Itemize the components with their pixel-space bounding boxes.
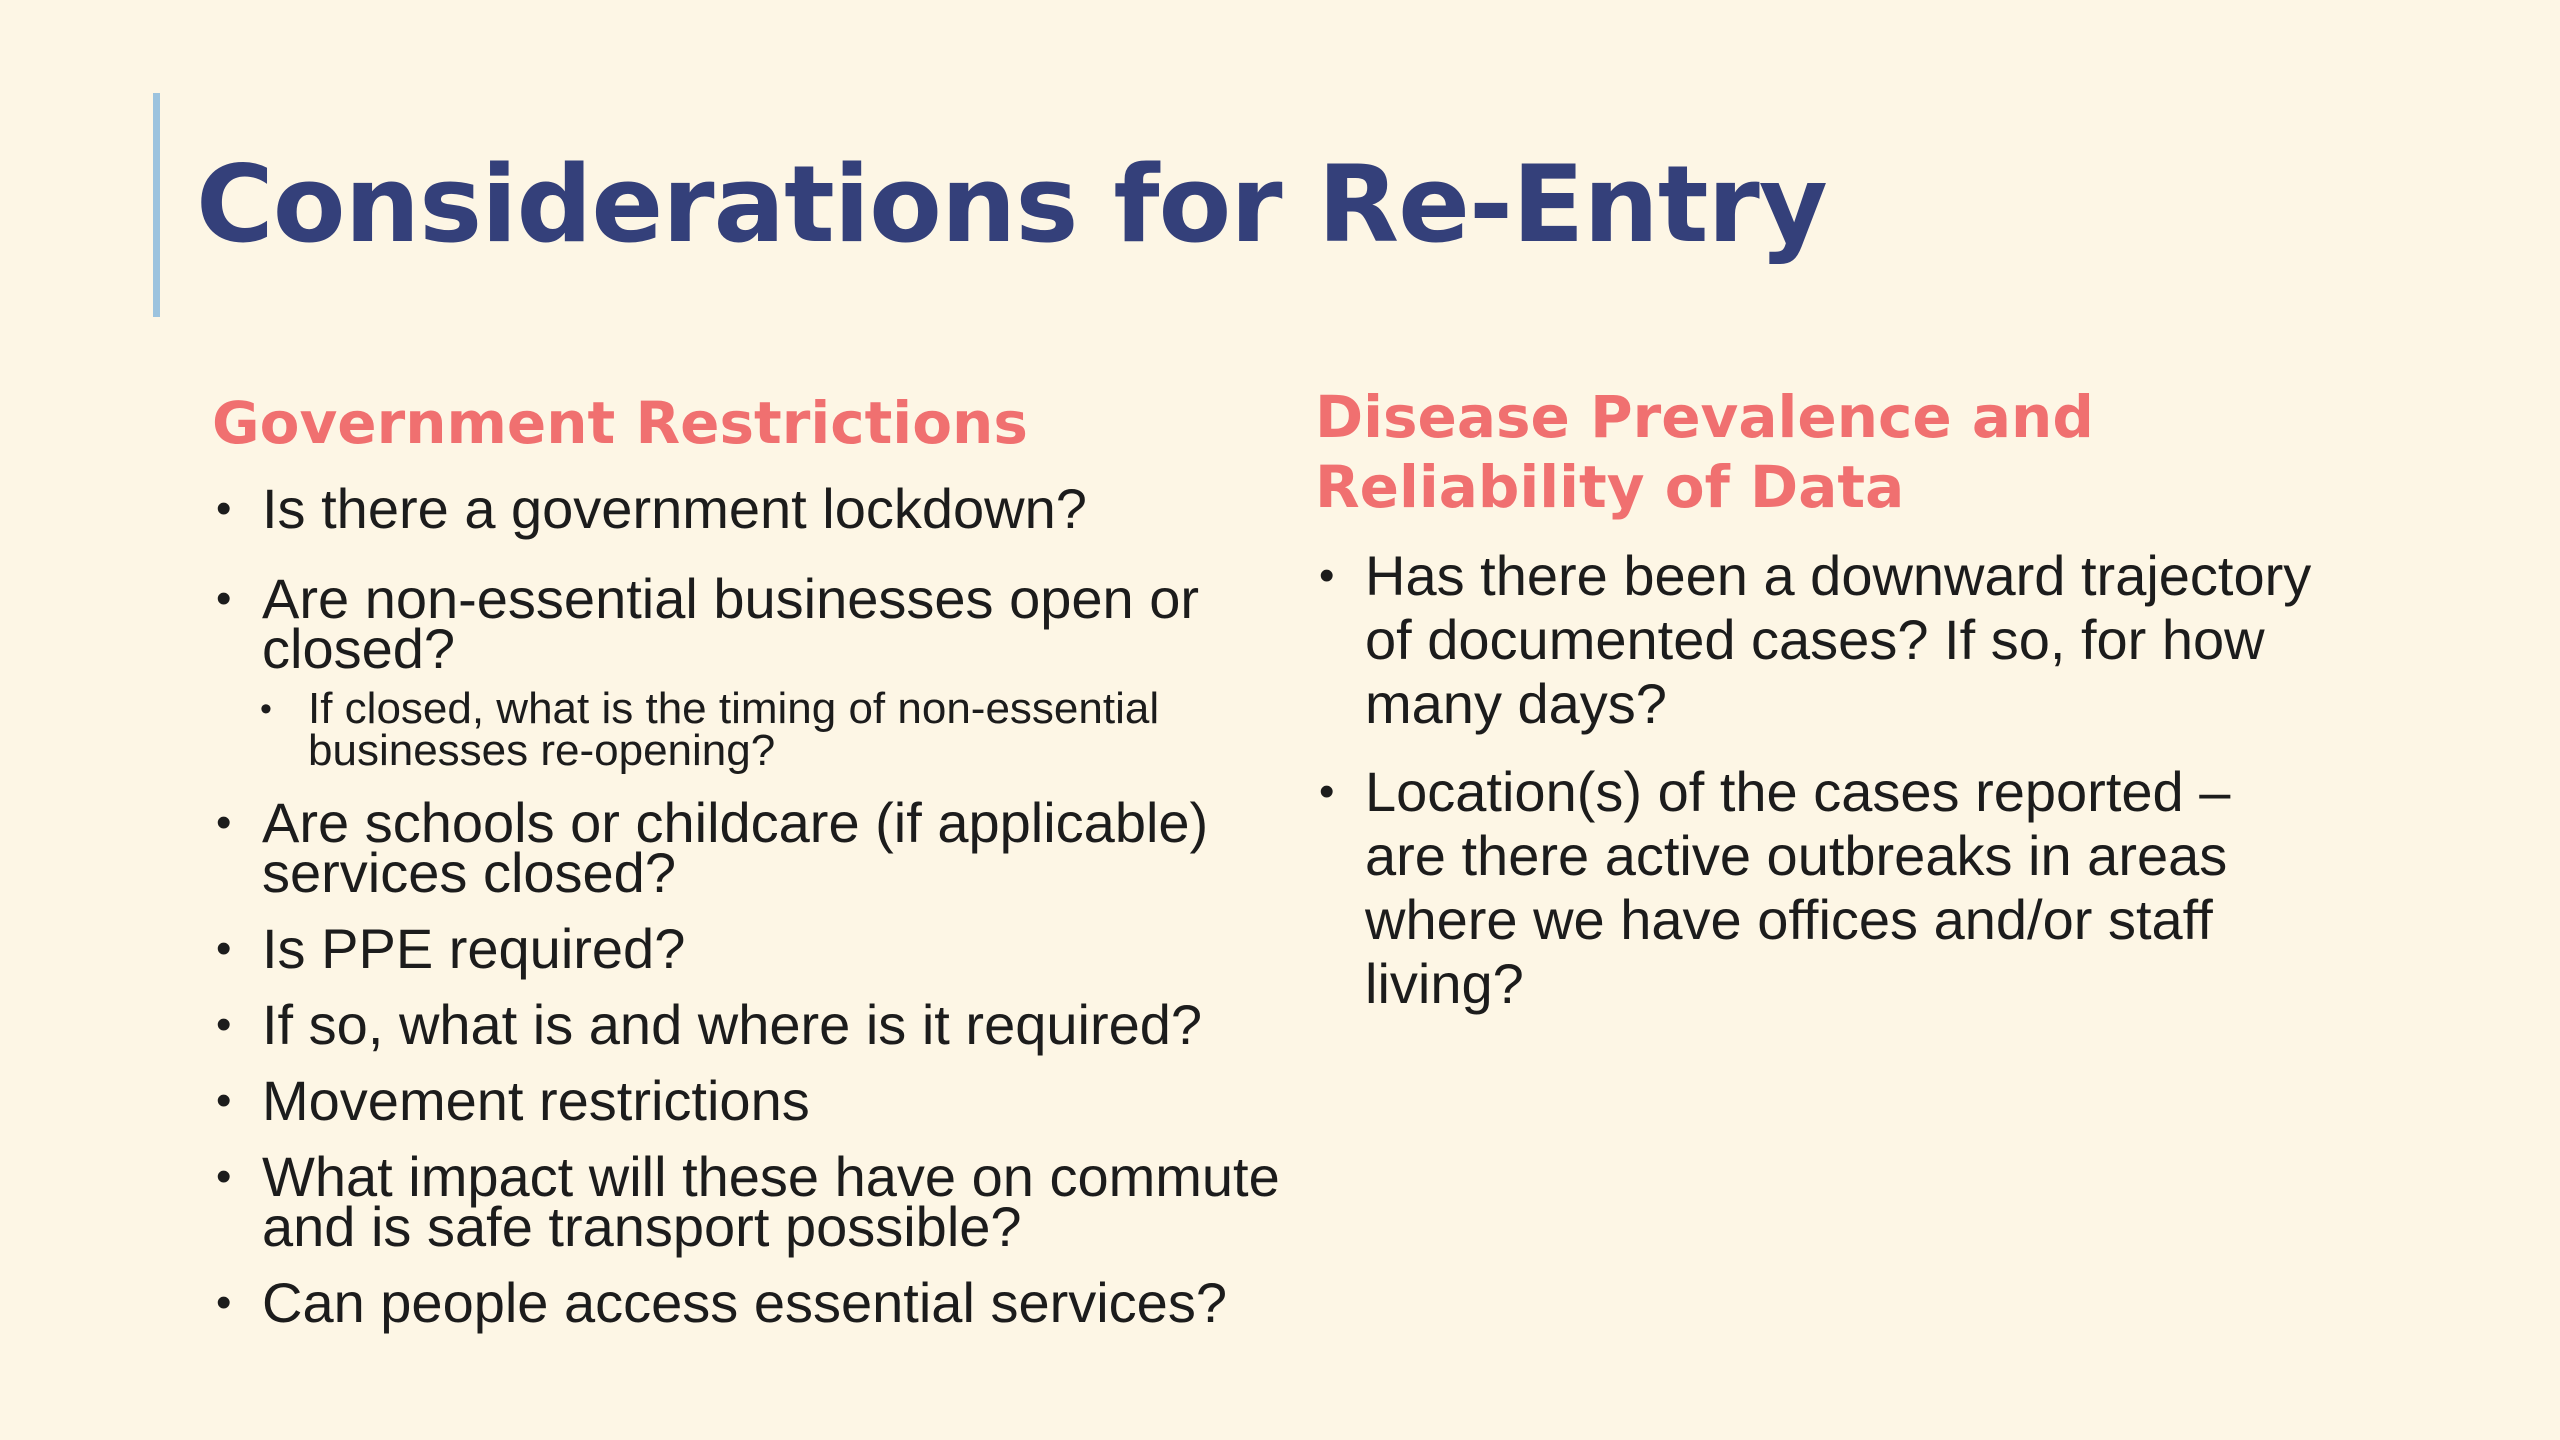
right-bullet-list (1315, 544, 2315, 1016)
sub-list-item-text: If closed, what is the timing of non-essential businesses re-opening? (308, 684, 1160, 775)
list-item-text: Is there a government lockdown? (262, 477, 1087, 540)
left-bullet-list (212, 477, 1292, 1334)
list-item-text: Is PPE required? (262, 917, 686, 980)
list-item (1315, 544, 2315, 736)
list-item-text: Are non-essential businesses open or closed? (262, 567, 1200, 680)
list-item-text: If so, what is and where is it required? (262, 993, 1203, 1056)
list-item (212, 917, 1292, 980)
right-column-heading: Disease Prevalence and Reliability of Data (1315, 383, 2094, 521)
bullet-icon: • (216, 1152, 232, 1201)
sub-bullet-list (260, 684, 1292, 775)
left-column-heading: Government Restrictions (212, 389, 1028, 457)
title-accent-bar (153, 93, 160, 317)
list-item (212, 1271, 1292, 1334)
bullet-icon: • (216, 1000, 232, 1049)
list-item (212, 567, 1292, 775)
slide-title: Considerations for Re-Entry (196, 143, 1827, 266)
list-item (212, 791, 1292, 904)
bullet-icon: • (1319, 767, 1335, 816)
list-item-text: Has there been a downward trajectory of documented cases? If so, for how many days? (1365, 544, 2312, 735)
bullet-icon: • (216, 924, 232, 973)
list-item-text: Movement restrictions (262, 1069, 810, 1132)
list-item (212, 993, 1292, 1056)
bullet-icon: • (216, 1076, 232, 1125)
list-item-text: Can people access essential services? (262, 1271, 1227, 1334)
bullet-icon: • (260, 690, 272, 728)
bullet-icon: • (1319, 551, 1335, 600)
list-item-text: Are schools or childcare (if applicable) services closed? (262, 791, 1209, 904)
list-item (212, 1069, 1292, 1132)
bullet-icon: • (216, 484, 232, 533)
bullet-icon: • (216, 798, 232, 847)
bullet-icon: • (216, 574, 232, 623)
list-item (1315, 760, 2315, 1016)
list-item-text: Location(s) of the cases reported – are there active outbreaks in areas where we have offices and/or staff living? (1365, 760, 2231, 1015)
list-item (212, 477, 1292, 540)
sub-list-item (212, 684, 1292, 775)
left-column (212, 388, 1292, 1334)
bullet-icon: • (216, 1278, 232, 1327)
right-column (1315, 382, 2315, 1016)
list-item-text: What impact will these have on commute and is safe transport possible? (262, 1145, 1280, 1258)
list-item (212, 1145, 1292, 1258)
